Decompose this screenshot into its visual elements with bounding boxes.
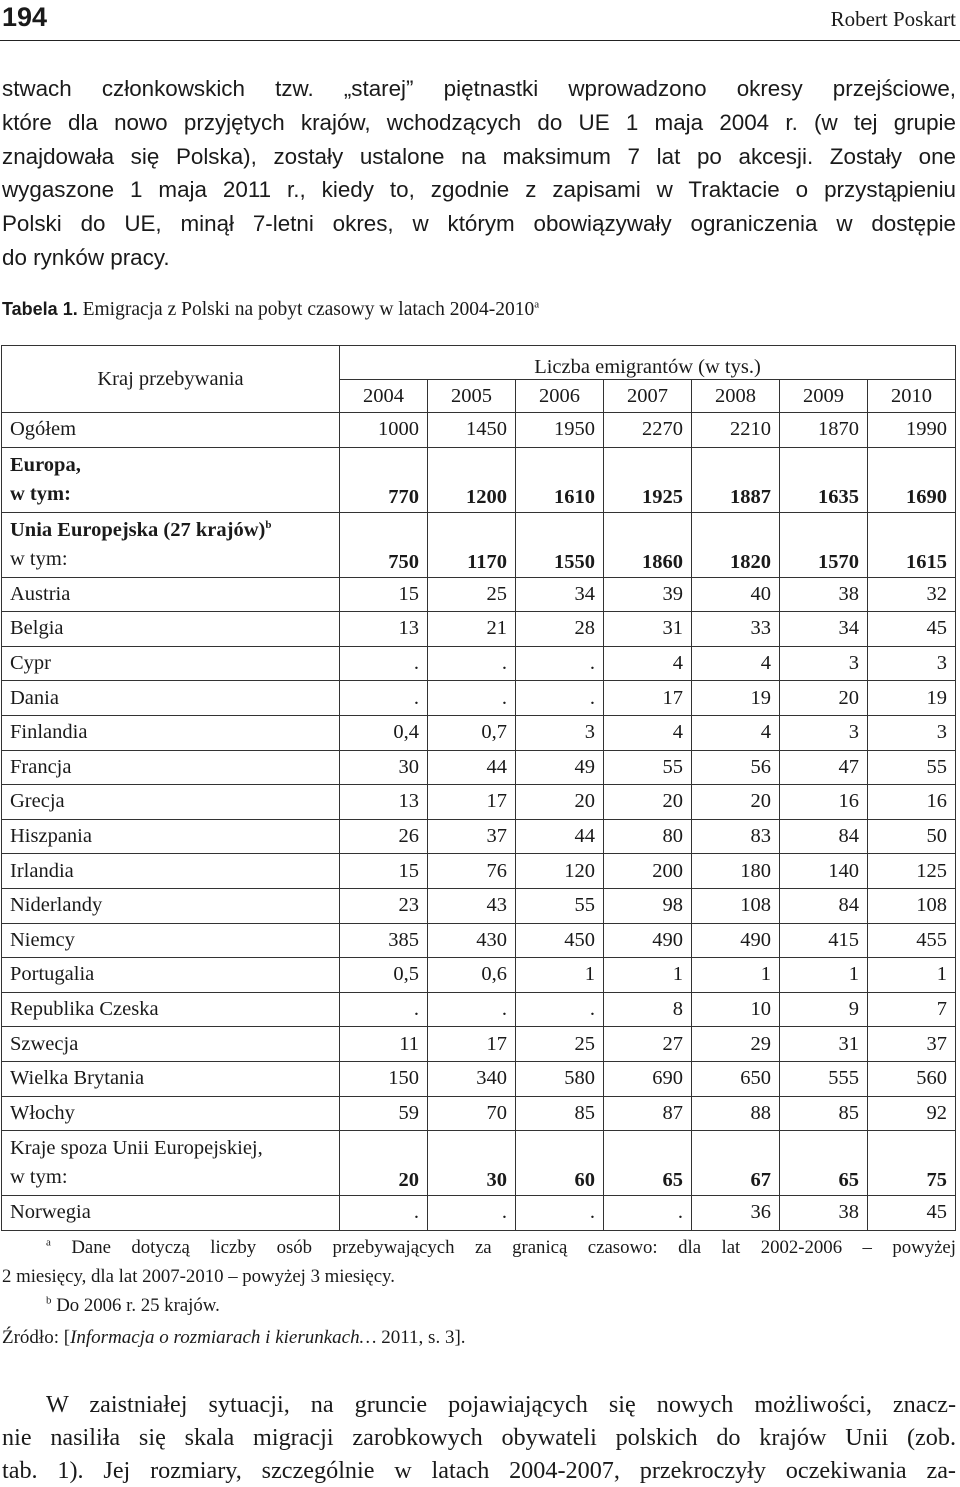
value-cell: 8	[604, 992, 692, 1027]
value-cell: 29	[692, 1027, 780, 1062]
footnote-b-text: Do 2006 r. 25 krajów.	[51, 1295, 220, 1316]
country-cell	[2, 1096, 340, 1131]
value-cell: 75	[868, 1131, 956, 1196]
source-prefix: Źródło: [	[2, 1327, 71, 1348]
value-cell: 108	[692, 888, 780, 923]
value-cell: 450	[516, 923, 604, 958]
value-cell: 9	[780, 992, 868, 1027]
country-cell	[2, 577, 340, 612]
footnote-a-line1	[2, 1233, 956, 1262]
value-cell: 1000	[340, 413, 428, 448]
table-row	[2, 923, 956, 958]
value-cell: 140	[780, 854, 868, 889]
value-cell: 4	[604, 715, 692, 750]
value-cell: 2210	[692, 413, 780, 448]
value-cell: 770	[340, 447, 428, 512]
value-cell: 150	[340, 1061, 428, 1096]
value-cell: .	[340, 1196, 428, 1231]
year-header: 2010	[868, 380, 956, 413]
closing-paragraph	[2, 1388, 956, 1487]
value-cell: 3	[868, 715, 956, 750]
value-cell: 1450	[428, 413, 516, 448]
value-cell: 385	[340, 923, 428, 958]
table-row	[2, 1196, 956, 1231]
value-cell: 1635	[780, 447, 868, 512]
source-suffix: 2011, s. 3].	[376, 1327, 466, 1348]
country-cell	[2, 413, 340, 448]
value-cell: 88	[692, 1096, 780, 1131]
closing-line: nie nasiliła się skala migracji zarobkowych obywateli polskich do krajów Unii (zob.	[2, 1424, 956, 1451]
value-cell: 70	[428, 1096, 516, 1131]
year-header: 2008	[692, 380, 780, 413]
country-name-line2: w tym:	[10, 1166, 68, 1189]
value-cell: 13	[340, 612, 428, 647]
value-cell: 7	[868, 992, 956, 1027]
value-cell: .	[428, 646, 516, 681]
value-cell: .	[428, 1196, 516, 1231]
value-cell: 1570	[780, 512, 868, 577]
value-cell: 34	[516, 577, 604, 612]
country-cell	[2, 447, 340, 512]
table-row	[2, 447, 956, 512]
table-row	[2, 785, 956, 820]
country-name: Francja	[10, 755, 72, 778]
country-name: Portugalia	[10, 963, 95, 986]
value-cell: 65	[780, 1131, 868, 1196]
value-cell: 180	[692, 854, 780, 889]
country-name: Niemcy	[10, 928, 75, 951]
country-name: Szwecja	[10, 1032, 79, 1055]
value-cell: 38	[780, 577, 868, 612]
intro-paragraph	[2, 72, 956, 275]
country-name: Austria	[10, 582, 71, 605]
country-name: Hiszpania	[10, 825, 92, 848]
year-header: 2005	[428, 380, 516, 413]
value-cell: 92	[868, 1096, 956, 1131]
value-cell: 10	[692, 992, 780, 1027]
footnote-a-marker: a	[46, 1236, 51, 1249]
country-cell	[2, 992, 340, 1027]
value-cell: 1925	[604, 447, 692, 512]
value-cell: 67	[692, 1131, 780, 1196]
value-cell: 27	[604, 1027, 692, 1062]
value-cell: 1870	[780, 413, 868, 448]
value-cell: 340	[428, 1061, 516, 1096]
value-cell: 30	[428, 1131, 516, 1196]
country-column-header: Kraj przebywania	[2, 346, 340, 413]
country-cell	[2, 681, 340, 716]
value-cell: 33	[692, 612, 780, 647]
value-cell: 1990	[868, 413, 956, 448]
table-row	[2, 819, 956, 854]
value-cell: 2270	[604, 413, 692, 448]
country-cell	[2, 715, 340, 750]
table-row	[2, 888, 956, 923]
value-cell: 1	[780, 958, 868, 993]
value-cell: 415	[780, 923, 868, 958]
value-cell: 44	[428, 750, 516, 785]
table-row	[2, 750, 956, 785]
value-cell: 0,6	[428, 958, 516, 993]
country-cell	[2, 819, 340, 854]
intro-line: które dla nowo przyjętych krajów, wchodzących do UE 1 maja 2004 r. (w tej grupie	[2, 109, 956, 135]
intro-line: wygaszone 1 maja 2011 r., kiedy to, zgodnie z zapisami w Traktacie o przystąpieniu	[2, 177, 956, 203]
value-cell: 19	[868, 681, 956, 716]
value-cell: 34	[780, 612, 868, 647]
country-name: Dania	[10, 686, 59, 709]
country-cell	[2, 923, 340, 958]
table-row	[2, 1027, 956, 1062]
country-cell	[2, 646, 340, 681]
closing-line: W zaistniałej sytuacji, na gruncie pojawiających się nowych możliwości, znacz-	[46, 1391, 956, 1418]
year-header: 2004	[340, 380, 428, 413]
value-cell: 560	[868, 1061, 956, 1096]
country-name: Cypr	[10, 652, 51, 675]
value-cell: .	[604, 1196, 692, 1231]
value-cell: 555	[780, 1061, 868, 1096]
value-cell: 490	[604, 923, 692, 958]
table-row	[2, 958, 956, 993]
value-cell: .	[516, 992, 604, 1027]
page-number: 194	[2, 2, 48, 32]
footnote-a	[2, 1233, 956, 1291]
country-cell	[2, 1027, 340, 1062]
value-cell: 47	[780, 750, 868, 785]
value-cell: 1887	[692, 447, 780, 512]
value-cell: 43	[428, 888, 516, 923]
value-cell: 65	[604, 1131, 692, 1196]
value-cell: 25	[516, 1027, 604, 1062]
value-cell: .	[516, 646, 604, 681]
value-cell: .	[516, 1196, 604, 1231]
value-cell: 32	[868, 577, 956, 612]
country-name: Kraje spoza Unii Europejskiej,	[10, 1137, 263, 1160]
country-name: Grecja	[10, 790, 65, 813]
value-cell: 490	[692, 923, 780, 958]
value-cell: 26	[340, 819, 428, 854]
country-name-line2: w tym:	[10, 482, 71, 505]
value-cell: .	[340, 646, 428, 681]
value-cell: 30	[340, 750, 428, 785]
country-cell	[2, 612, 340, 647]
value-cell: 16	[780, 785, 868, 820]
value-cell: 38	[780, 1196, 868, 1231]
value-cell: 25	[428, 577, 516, 612]
country-footnote-marker: b	[265, 518, 272, 531]
value-cell: 15	[340, 577, 428, 612]
value-cell: 1860	[604, 512, 692, 577]
table-label: Tabela 1.	[2, 299, 78, 319]
value-cell: 98	[604, 888, 692, 923]
value-cell: 80	[604, 819, 692, 854]
country-name: Norwegia	[10, 1201, 91, 1224]
country-name: Belgia	[10, 617, 64, 640]
value-cell: 3	[780, 715, 868, 750]
table-row	[2, 1096, 956, 1131]
value-cell: 15	[340, 854, 428, 889]
table-row	[2, 715, 956, 750]
country-cell	[2, 1196, 340, 1231]
country-cell	[2, 512, 340, 577]
table-title: Emigracja z Polski na pobyt czasowy w latach 2004-2010	[77, 299, 535, 320]
country-name: Ogółem	[10, 418, 77, 441]
value-cell: 1610	[516, 447, 604, 512]
value-cell: 85	[516, 1096, 604, 1131]
value-cell: 1690	[868, 447, 956, 512]
page-header	[0, 0, 960, 41]
value-cell: 650	[692, 1061, 780, 1096]
value-cell: .	[428, 681, 516, 716]
value-cell: 20	[340, 1131, 428, 1196]
value-cell: 0,5	[340, 958, 428, 993]
intro-line: Polski do UE, minął 7-letni okres, w którym obowiązywały ograniczenia w dostępie	[2, 211, 956, 237]
value-cell: 0,7	[428, 715, 516, 750]
country-name: Niderlandy	[10, 894, 103, 917]
value-cell: 20	[692, 785, 780, 820]
country-name: Republika Czeska	[10, 998, 159, 1021]
value-cell: 16	[868, 785, 956, 820]
value-cell: 1200	[428, 447, 516, 512]
intro-line: stwach członkowskich tzw. „starej” piętnastki wprowadzono okresy przejściowe,	[2, 76, 956, 101]
value-cell: 20	[604, 785, 692, 820]
value-cell: 50	[868, 819, 956, 854]
value-cell: 37	[868, 1027, 956, 1062]
value-cell: 84	[780, 888, 868, 923]
value-cell: .	[428, 992, 516, 1027]
value-cell: 45	[868, 612, 956, 647]
value-cell: 84	[780, 819, 868, 854]
country-cell	[2, 854, 340, 889]
value-cell: 1	[516, 958, 604, 993]
country-name: Unia Europejska (27 krajów)	[10, 518, 266, 541]
value-cell: 20	[516, 785, 604, 820]
table-row	[2, 681, 956, 716]
value-cell: 17	[428, 1027, 516, 1062]
emigrants-group-header: Liczba emigrantów (w tys.)	[340, 346, 956, 380]
value-cell: 17	[604, 681, 692, 716]
value-cell: 1615	[868, 512, 956, 577]
value-cell: 55	[868, 750, 956, 785]
country-cell	[2, 888, 340, 923]
value-cell: 750	[340, 512, 428, 577]
table-row	[2, 1061, 956, 1096]
country-cell	[2, 785, 340, 820]
closing-line: tab. 1). Jej rozmiary, szczególnie w latach 2004-2007, przekroczyły oczekiwania za-	[2, 1457, 956, 1484]
country-name: Finlandia	[10, 721, 88, 744]
value-cell: .	[340, 681, 428, 716]
country-cell	[2, 1061, 340, 1096]
value-cell: 455	[868, 923, 956, 958]
value-cell: 55	[604, 750, 692, 785]
country-cell	[2, 1131, 340, 1196]
country-name-line2: w tym:	[10, 547, 68, 570]
value-cell: 200	[604, 854, 692, 889]
table-row	[2, 992, 956, 1027]
value-cell: 23	[340, 888, 428, 923]
year-header: 2009	[780, 380, 868, 413]
source-title: Informacja o rozmiarach i kierunkach…	[70, 1327, 377, 1348]
table-row	[2, 413, 956, 448]
year-header: 2007	[604, 380, 692, 413]
value-cell: 59	[340, 1096, 428, 1131]
intro-line: do rynków pracy.	[2, 244, 170, 270]
table-row	[2, 854, 956, 889]
country-name: Wielka Brytania	[10, 1067, 145, 1090]
value-cell: 1170	[428, 512, 516, 577]
running-head-author: Robert Poskart	[830, 7, 956, 31]
value-cell: 31	[604, 612, 692, 647]
value-cell: 580	[516, 1061, 604, 1096]
value-cell: 690	[604, 1061, 692, 1096]
footnote-a-line2: 2 miesięcy, dla lat 2007-2010 – powyżej 3 miesięcy.	[2, 1266, 395, 1287]
footnote-b	[2, 1291, 956, 1320]
value-cell: 36	[692, 1196, 780, 1231]
value-cell: 19	[692, 681, 780, 716]
country-cell	[2, 750, 340, 785]
value-cell: 125	[868, 854, 956, 889]
value-cell: 45	[868, 1196, 956, 1231]
country-name: Europa,	[10, 453, 81, 476]
value-cell: 430	[428, 923, 516, 958]
value-cell: 3	[780, 646, 868, 681]
table-title-footnote-marker: a	[534, 298, 540, 311]
value-cell: 3	[868, 646, 956, 681]
emigration-table	[1, 345, 956, 1231]
table-row	[2, 646, 956, 681]
value-cell: 1550	[516, 512, 604, 577]
value-cell: 4	[692, 646, 780, 681]
value-cell: 40	[692, 577, 780, 612]
value-cell: 1	[692, 958, 780, 993]
intro-line: znajdowała się Polska), zostały ustalone na maksimum 7 lat po akcesji. Zostały one	[2, 143, 956, 169]
value-cell: 76	[428, 854, 516, 889]
value-cell: 4	[692, 715, 780, 750]
value-cell: 1	[868, 958, 956, 993]
value-cell: 1	[604, 958, 692, 993]
country-cell	[2, 958, 340, 993]
country-name: Włochy	[10, 1101, 75, 1124]
value-cell: 31	[780, 1027, 868, 1062]
value-cell: 39	[604, 577, 692, 612]
value-cell: 49	[516, 750, 604, 785]
value-cell: 108	[868, 888, 956, 923]
footnote-a-text: Dane dotyczą liczby osób przebywających za granicą czasowo: dla lat 2002-2006 – powyżej	[50, 1237, 956, 1258]
footnote-b-line	[46, 1291, 956, 1320]
value-cell: .	[516, 681, 604, 716]
table-row	[2, 577, 956, 612]
country-name: Irlandia	[10, 859, 74, 882]
value-cell: 60	[516, 1131, 604, 1196]
value-cell: 87	[604, 1096, 692, 1131]
value-cell: 55	[516, 888, 604, 923]
value-cell: 56	[692, 750, 780, 785]
value-cell: 28	[516, 612, 604, 647]
value-cell: 44	[516, 819, 604, 854]
value-cell: 37	[428, 819, 516, 854]
table-row	[2, 512, 956, 577]
value-cell: 83	[692, 819, 780, 854]
value-cell: 11	[340, 1027, 428, 1062]
value-cell: 20	[780, 681, 868, 716]
footnote-b-marker: b	[46, 1294, 52, 1307]
value-cell: 85	[780, 1096, 868, 1131]
table-row	[2, 612, 956, 647]
table-source	[2, 1327, 466, 1349]
value-cell: 1820	[692, 512, 780, 577]
value-cell: .	[340, 992, 428, 1027]
year-header: 2006	[516, 380, 604, 413]
value-cell: 1950	[516, 413, 604, 448]
value-cell: 17	[428, 785, 516, 820]
table-caption	[2, 299, 539, 321]
table-row	[2, 1131, 956, 1196]
value-cell: 21	[428, 612, 516, 647]
value-cell: 0,4	[340, 715, 428, 750]
value-cell: 13	[340, 785, 428, 820]
value-cell: 3	[516, 715, 604, 750]
value-cell: 4	[604, 646, 692, 681]
value-cell: 120	[516, 854, 604, 889]
